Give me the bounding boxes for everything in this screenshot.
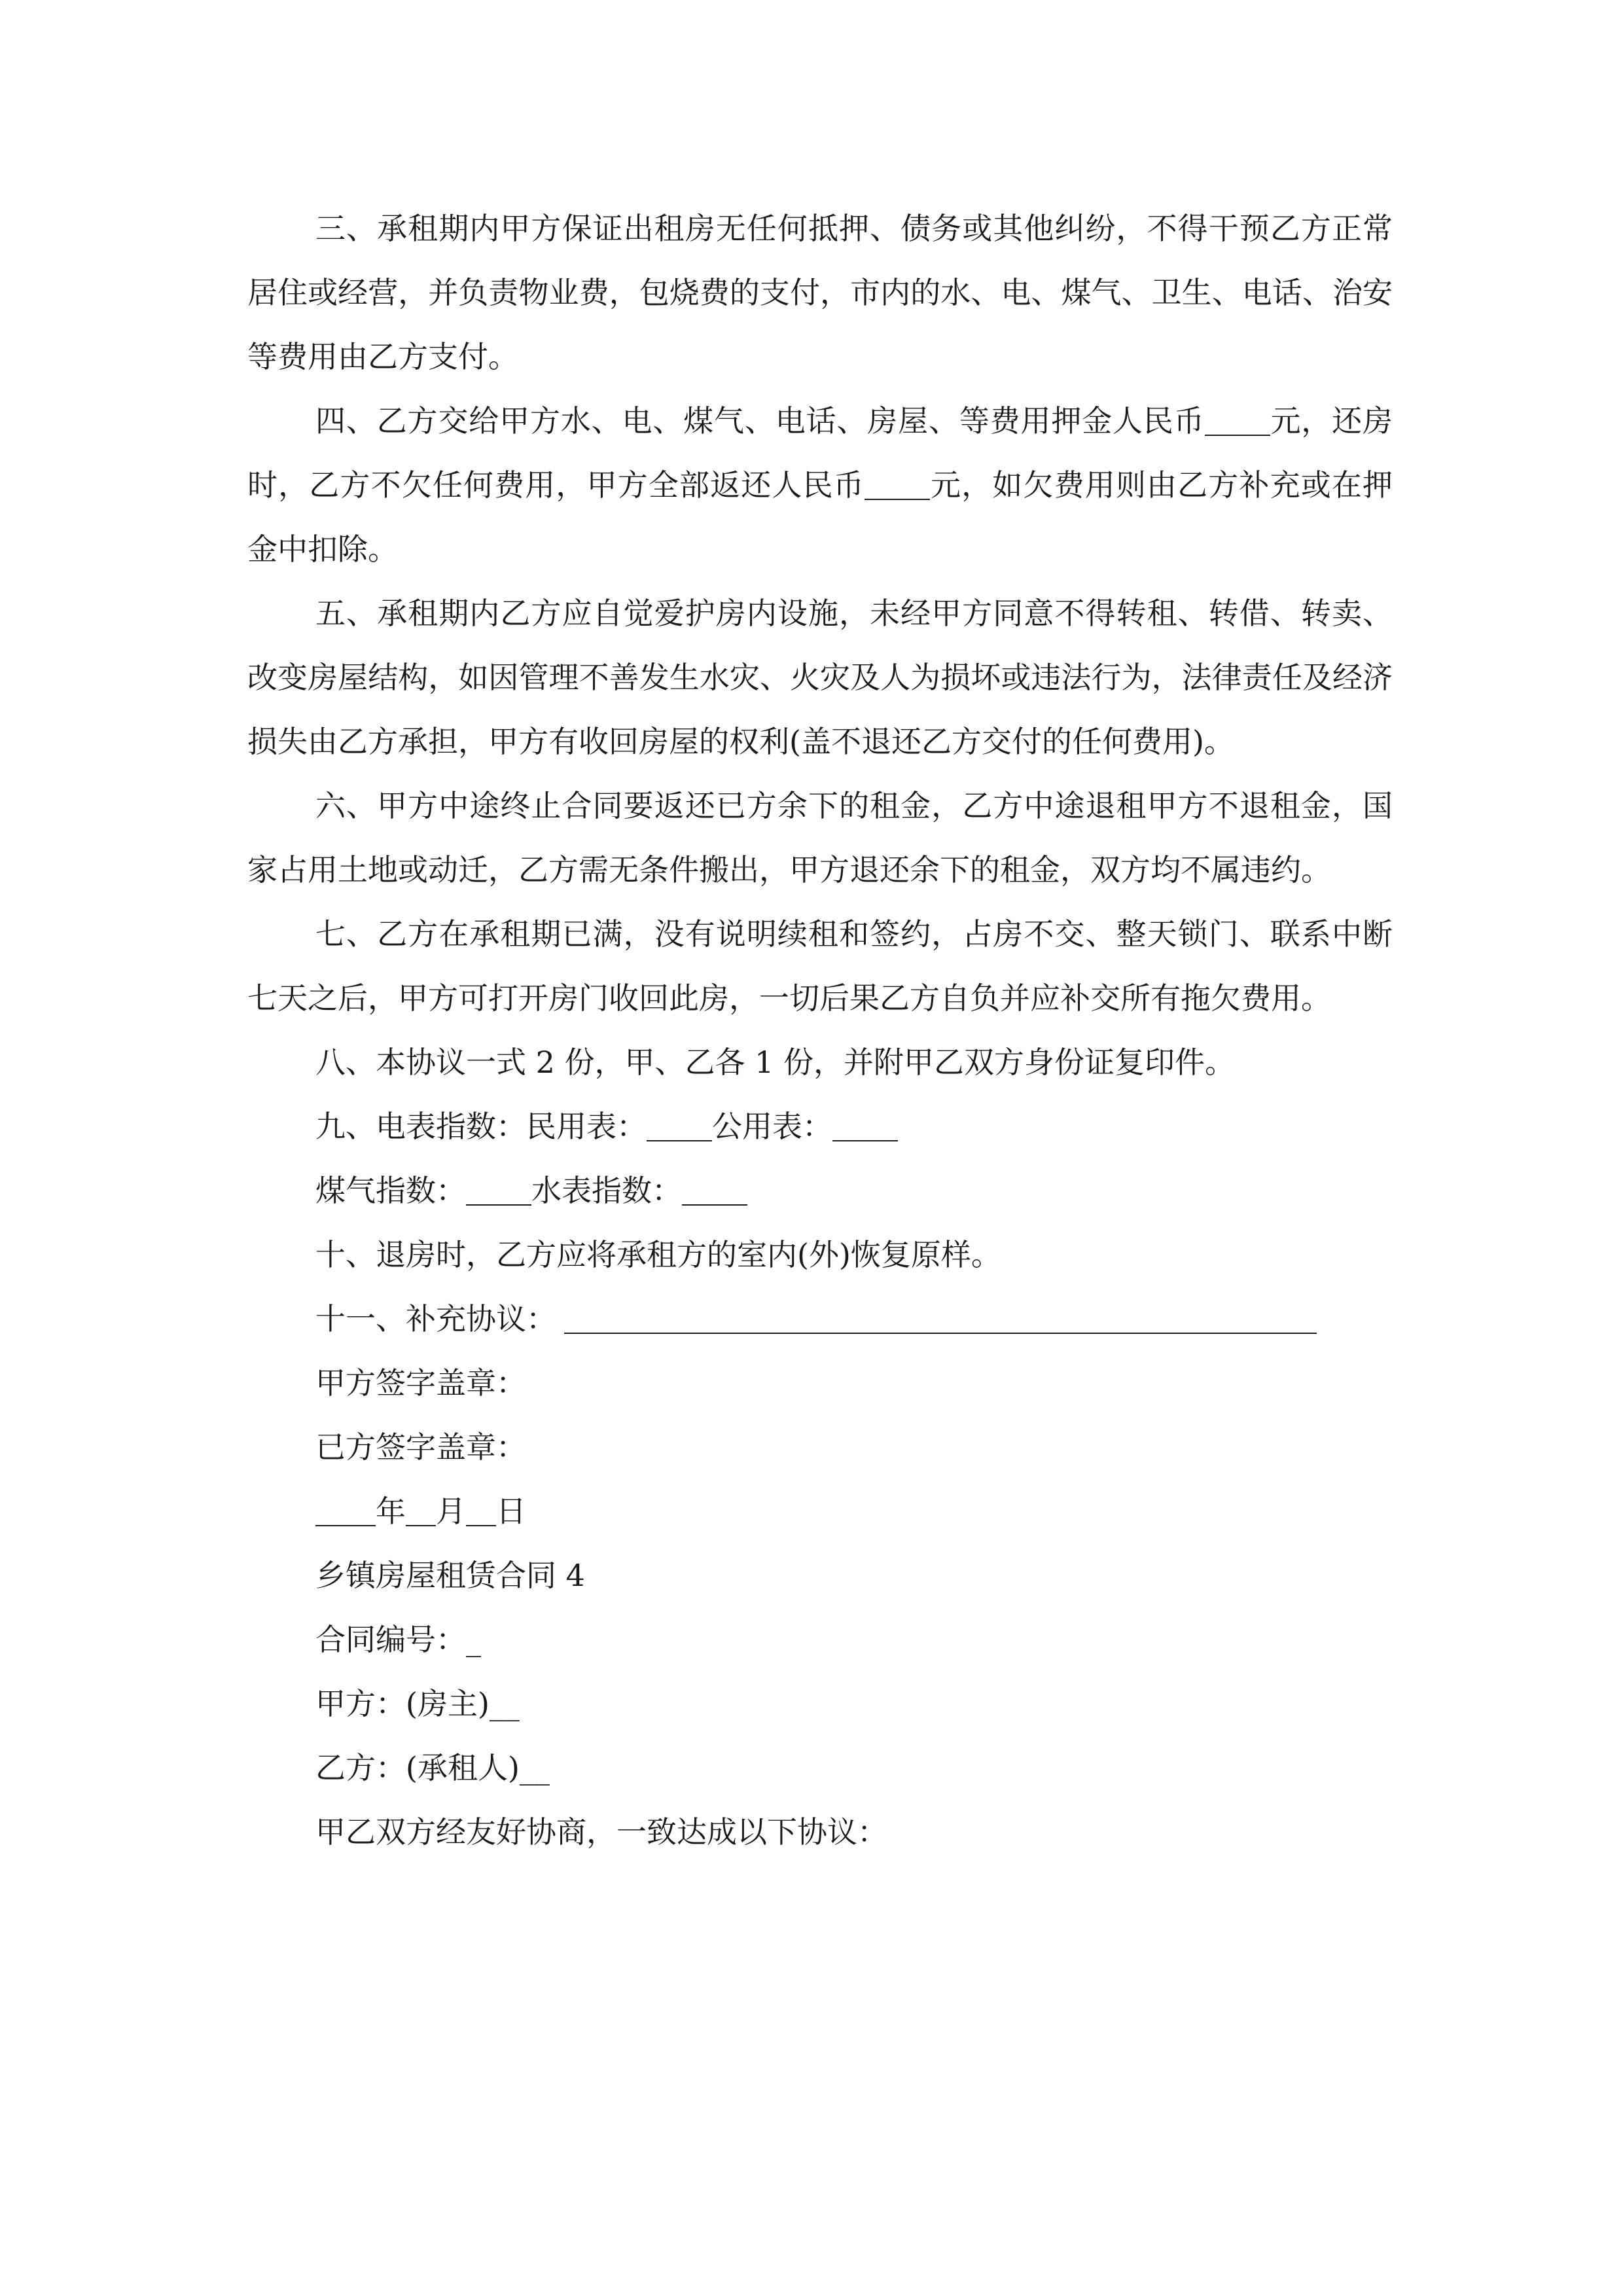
clause-4-part3: 元，如欠费用则由乙方补充或在押金中扣除。: [247, 467, 1393, 567]
refund-blank: [865, 465, 930, 500]
water-blank: [682, 1171, 747, 1206]
clause-10: 十、退房时，乙方应将承租方的室内(外)恢复原样。: [315, 1237, 1001, 1272]
clause-4: [247, 389, 1393, 581]
contract-number-value: _: [466, 1622, 481, 1657]
clause-11: [247, 1287, 1393, 1351]
day-blank: [466, 1492, 496, 1526]
tenant-value: __: [519, 1750, 550, 1785]
document-page: [247, 196, 1393, 1864]
supplement-blank: [564, 1299, 1317, 1334]
clause-4-part1: 四、乙方交给甲方水、电、煤气、电话、房屋、等费用押金人民币: [315, 403, 1205, 439]
year-blank: [315, 1492, 376, 1526]
landlord-line: [247, 1672, 1393, 1736]
public-meter-blank: [832, 1107, 898, 1141]
next-contract-title: 乡镇房屋租赁合同 4: [315, 1558, 585, 1593]
tenant-line: [247, 1736, 1393, 1800]
month-label: 月: [436, 1494, 466, 1529]
landlord-value: __: [489, 1686, 520, 1721]
contract-number-label: 合同编号：: [315, 1622, 466, 1657]
gas-label: 煤气指数：: [315, 1173, 466, 1208]
clause-8: 八、本协议一式 2 份，甲、乙各 1 份，并附甲乙双方身份证复印件。: [315, 1045, 1236, 1080]
party-a-signature: 甲方签字盖章：: [315, 1365, 526, 1401]
water-label: 水表指数：: [531, 1173, 682, 1208]
party-b-signature: 已方签字盖章：: [315, 1429, 526, 1465]
clause-9: [247, 1094, 1393, 1158]
year-label: 年: [376, 1494, 406, 1529]
signature-date: [247, 1479, 1393, 1543]
agreement-intro: 甲乙双方经友好协商，一致达成以下协议：: [315, 1814, 887, 1850]
clause-4-part2: 元，还房时，乙方不欠任何费用，甲方全部返还人民币: [247, 403, 1393, 503]
clause-3: 三、承租期内甲方保证出租房无任何抵押、债务或其他纠纷，不得干预乙方正常居住或经营，并负责物业费，包烧费的支付，市内的水、电、煤气、卫生、电话、治安等费用由乙方支付。: [247, 211, 1393, 374]
contract-number: [247, 1607, 1393, 1672]
residential-meter-blank: [647, 1107, 712, 1141]
landlord-label: 甲方：(房主): [315, 1686, 490, 1721]
gas-blank: [466, 1171, 531, 1206]
supplement-label: 十一、补充协议：: [315, 1301, 556, 1336]
tenant-label: 乙方：(承租人): [315, 1750, 520, 1785]
gas-water-readings: [247, 1158, 1393, 1223]
meter-label: 九、电表指数：民用表：: [315, 1109, 647, 1144]
month-blank: [406, 1492, 436, 1526]
day-label: 日: [496, 1494, 526, 1529]
clause-7: 七、乙方在承租期已满，没有说明续租和签约，占房不交、整天锁门、联系中断七天之后，甲方可打开房门收回此房，一切后果乙方自负并应补交所有拖欠费用。: [247, 916, 1393, 1016]
clause-5: 五、承租期内乙方应自觉爱护房内设施，未经甲方同意不得转租、转借、转卖、改变房屋结构，如因管理不善发生水灾、火灾及人为损坏或违法行为，法律责任及经济损失由乙方承担，甲方有收回房屋的权利(盖不退还乙方交付的任何费用)。: [247, 596, 1393, 759]
deposit-blank: [1205, 401, 1270, 436]
public-meter-label: 公用表：: [712, 1109, 832, 1144]
clause-6: 六、甲方中途终止合同要返还已方余下的租金，乙方中途退租甲方不退租金，国家占用土地或动迁，乙方需无条件搬出，甲方退还余下的租金，双方均不属违约。: [247, 788, 1393, 888]
